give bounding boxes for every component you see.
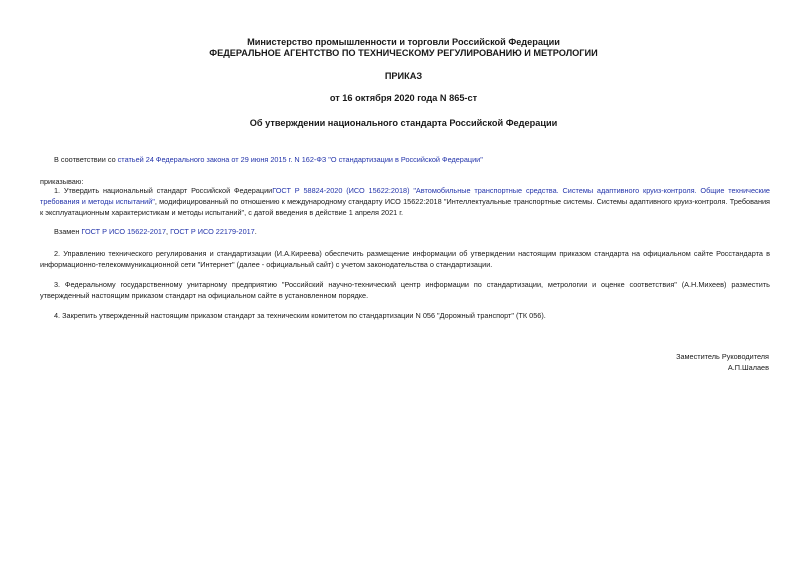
gost-22179-link[interactable]: ГОСТ Р ИСО 22179-2017 <box>170 227 255 236</box>
signatory-name: А.П.Шалаев <box>727 363 769 372</box>
preamble-prefix: В соответствии со <box>54 155 118 164</box>
agency-name: ФЕДЕРАЛЬНОЕ АГЕНТСТВО ПО ТЕХНИЧЕСКОМУ РЕГУЛИРОВАНИЮ И МЕТРОЛОГИИ <box>209 48 598 58</box>
document-type: ПРИКАЗ <box>384 71 423 81</box>
item-3: 3. Федеральному государственному унитарному предприятию "Российский научно-технический центр информации по стандартизации, метрологии и оценке соответствия" (А.Н.Михеев) разместить утвержденный настоящим приказом стандарт на официальном сайте в установленном порядке. <box>40 280 770 300</box>
document-title: Об утверждении национального стандарта Российской Федерации <box>249 118 558 128</box>
document-date-number: от 16 октября 2020 года N 865-ст <box>329 93 478 103</box>
gost-15622-link[interactable]: ГОСТ Р ИСО 15622-2017 <box>81 227 167 236</box>
item-1-suffix: , модифицированный по отношению к международному стандарту ИСО 15622:2018 "Интеллектуальные транспортные системы. Системы адаптивного круиз-контроля. Требования к эксплуатационным характеристикам и методы испытаний", с датой введения в действие 1 апреля 2021 г. <box>40 196 771 217</box>
item-2: 2. Управлению технического регулирования и стандартизации (И.А.Киреева) обеспечить размещение информации об утверждении настоящим приказом стандарта на официальном сайте Росстандарта в информационно-телекоммуникационной сети "Интернет" (далее - официальный сайт) с учетом законодательства о стандартизации. <box>40 249 770 269</box>
replacement-end: . <box>254 227 257 236</box>
law-link[interactable]: статьей 24 Федерального закона от 29 июня 2015 г. N 162-ФЗ "О стандартизации в Российской Федерации" <box>117 155 483 164</box>
order-word: приказываю: <box>40 177 84 186</box>
replacement-line <box>40 227 770 238</box>
standard-link[interactable]: ГОСТ Р 58824-2020 (ИСО 15622:2018) "Автомобильные транспортные средства. Системы адаптивного круиз-контроля. Общие технические требования и методы испытаний" <box>40 186 770 206</box>
preamble <box>40 155 770 166</box>
item-1 <box>40 186 770 218</box>
signatory-position: Заместитель Руководителя <box>676 352 769 361</box>
ministry-name: Министерство промышленности и торговли Российской Федерации <box>247 37 560 47</box>
replacement-prefix: Взамен <box>54 227 82 236</box>
item-1-prefix: 1. Утвердить национальный стандарт Российской Федерации <box>54 186 273 195</box>
replacement-separator: , <box>166 227 171 236</box>
item-4: 4. Закрепить утвержденный настоящим приказом стандарт за техническим комитетом по стандартизации N 056 "Дорожный транспорт" (ТК 056). <box>54 311 546 320</box>
